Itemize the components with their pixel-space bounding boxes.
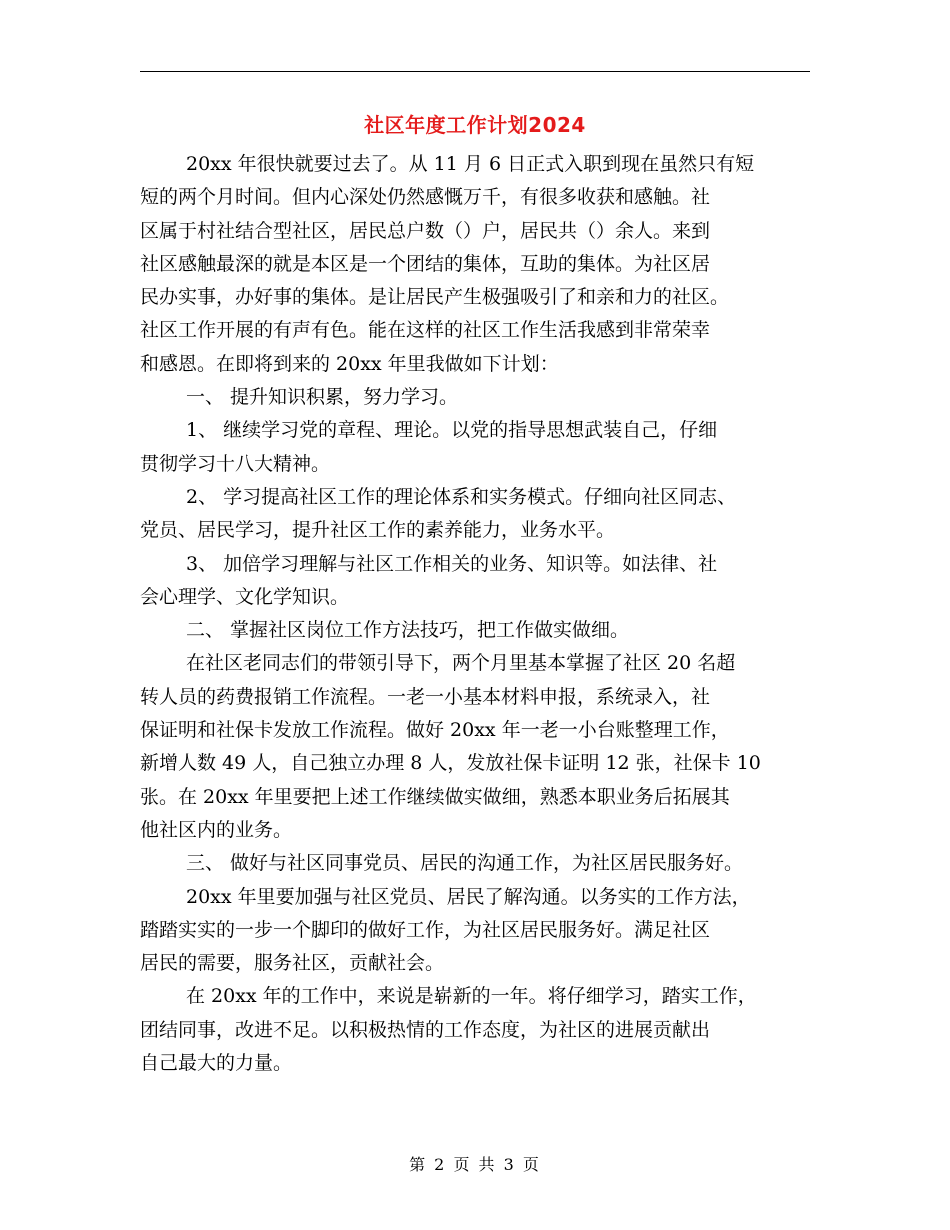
body-line: 3、 加倍学习理解与社区工作相关的业务、知识等。如法律、社 xyxy=(186,552,718,575)
body-line: 社区感触最深的就是本区是一个团结的集体，互助的集体。为社区居 xyxy=(140,252,711,275)
body-line: 保证明和社保卡发放工作流程。做好 20xx 年一老一小台账整理工作， xyxy=(140,719,730,742)
body-line: 居民的需要，服务社区，贡献社会。 xyxy=(140,952,445,975)
body-line: 团结同事，改进不足。以积极热情的工作态度，为社区的进展贡献出 xyxy=(140,1018,711,1041)
body-line: 他社区内的业务。 xyxy=(140,818,293,841)
body-line: 20xx 年很快就要过去了。从 11 月 6 日正式入职到现在虽然只有短 xyxy=(186,153,755,175)
body-line: 三、 做好与社区同事党员、居民的沟通工作，为社区居民服务好。 xyxy=(186,852,744,875)
document-body xyxy=(140,148,812,1080)
body-line: 民办实事，办好事的集体。是让居民产生极强吸引了和亲和力的社区。 xyxy=(140,286,730,309)
body-line: 踏踏实实的一步一个脚印的做好工作，为社区居民服务好。满足社区 xyxy=(140,918,711,941)
body-line: 短的两个月时间。但内心深处仍然感慨万千，有很多收获和感触。社 xyxy=(140,186,711,209)
body-line: 在 20xx 年的工作中，来说是崭新的一年。将仔细学习，踏实工作， xyxy=(186,985,757,1008)
body-line: 张。在 20xx 年里要把上述工作继续做实做细，熟悉本职业务后拓展其 xyxy=(140,785,730,808)
page-footer: 第 2 页 共 3 页 xyxy=(409,1155,541,1174)
body-line: 转人员的药费报销工作流程。一老一小基本材料申报，系统录入，社 xyxy=(140,685,711,708)
body-line: 自己最大的力量。 xyxy=(140,1052,293,1075)
body-line: 1、 继续学习党的章程、理论。以党的指导思想武装自己，仔细 xyxy=(186,419,718,442)
body-line: 社区工作开展的有声有色。能在这样的社区工作生活我感到非常荣幸 xyxy=(140,319,711,342)
body-line: 2、 学习提高社区工作的理论体系和实务模式。仔细向社区同志、 xyxy=(186,485,737,508)
body-line: 20xx 年里要加强与社区党员、居民了解沟通。以务实的工作方法， xyxy=(186,885,751,908)
body-line: 新增人数 49 人，自己独立办理 8 人，发放社保卡证明 12 张，社保卡 10 xyxy=(140,752,761,775)
document-title: 社区年度工作计划2024 xyxy=(364,113,586,137)
body-line: 贯彻学习十八大精神。 xyxy=(140,452,331,475)
header-rule xyxy=(140,71,810,72)
body-line: 在社区老同志们的带领引导下，两个月里基本掌握了社区 20 名超 xyxy=(186,652,736,675)
body-line: 和感恩。在即将到来的 20xx 年里我做如下计划： xyxy=(140,352,559,375)
body-line: 一、 提升知识积累，努力学习。 xyxy=(186,386,459,409)
body-line: 区属于村社结合型社区，居民总户数（）户，居民共（）余人。来到 xyxy=(140,219,711,242)
body-line: 党员、居民学习，提升社区工作的素养能力，业务水平。 xyxy=(140,519,616,542)
body-line: 二、 掌握社区岗位工作方法技巧，把工作做实做细。 xyxy=(186,619,630,642)
body-line: 会心理学、文化学知识。 xyxy=(140,585,350,608)
